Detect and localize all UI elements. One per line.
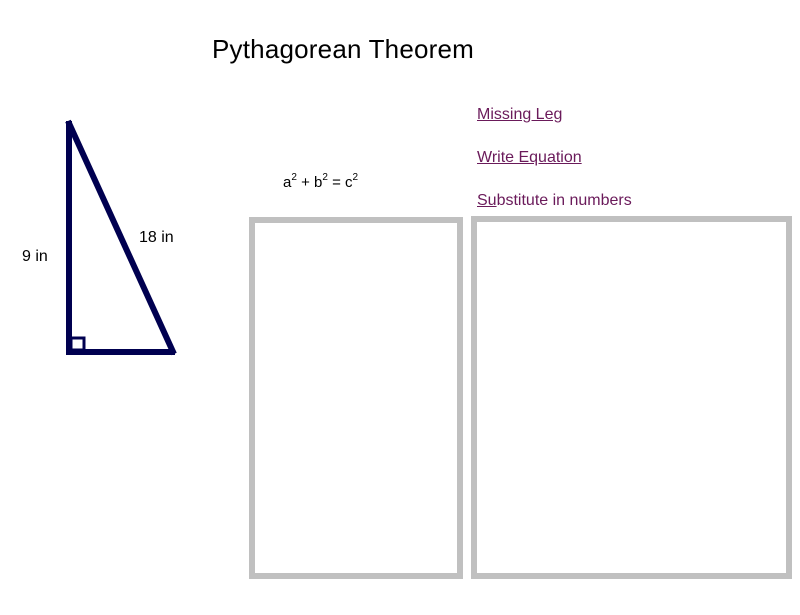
leg-length-label: 9 in [22, 248, 48, 265]
equation-c-exponent: 2 [352, 172, 359, 183]
missing-leg-link[interactable]: Missing Leg [477, 106, 563, 123]
equation-equals: = [327, 174, 346, 191]
equation-a: a [283, 174, 292, 191]
substitute-link-rest: bstitute in numbers [496, 192, 632, 209]
equation-b-exponent: 2 [322, 172, 328, 183]
hypotenuse-length-label: 18 in [139, 229, 174, 246]
equation-b: b [314, 174, 323, 191]
write-equation-link[interactable]: Write Equation [477, 149, 582, 166]
substitute-link-underlined: Su [477, 192, 497, 209]
equation-a-exponent: 2 [291, 172, 297, 183]
right-angle-marker [71, 338, 84, 350]
equation-c: c [345, 174, 353, 191]
page-title: Pythagorean Theorem [212, 34, 475, 64]
equation-plus: + [296, 174, 315, 191]
work-box-right [471, 216, 792, 579]
work-box-left [249, 217, 463, 579]
